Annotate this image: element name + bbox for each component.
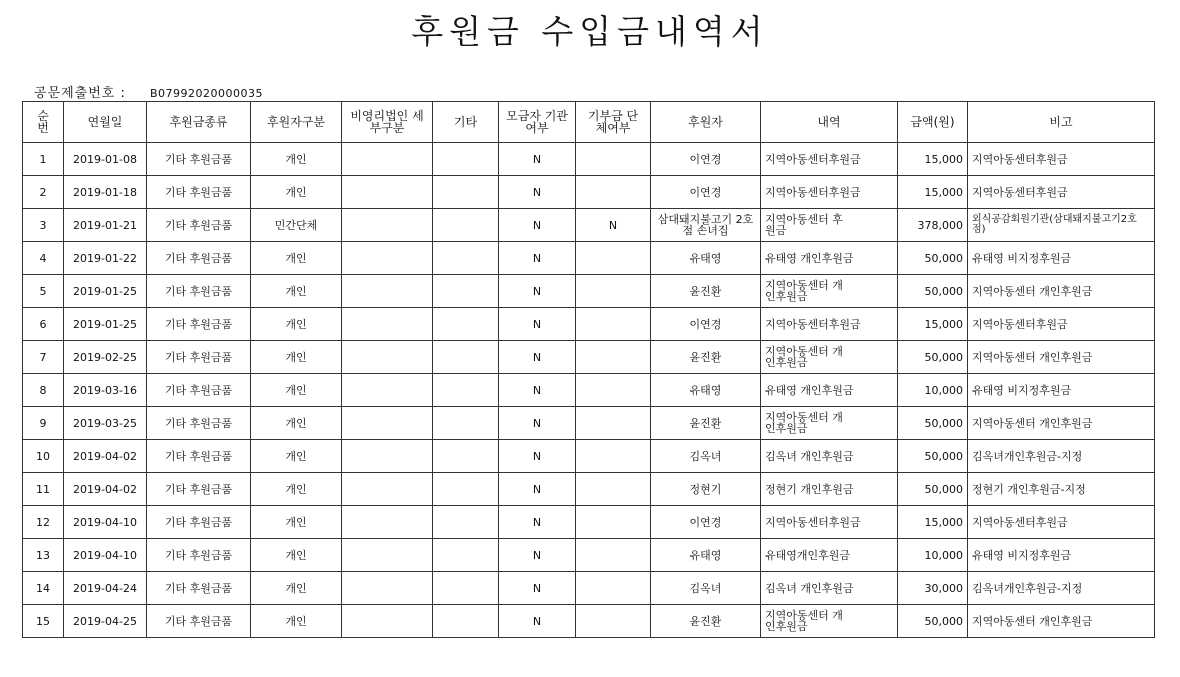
cell-note: 외식공감회원기관(삼대돼지불고기2호점) — [968, 209, 1155, 242]
cell-note: 유태영 비지정후원금 — [968, 374, 1155, 407]
cell-note: 김옥녀개인후원금-지정 — [968, 440, 1155, 473]
cell-other — [433, 242, 499, 275]
cell-donor: 김옥녀 — [651, 440, 761, 473]
cell-donor: 유태영 — [651, 242, 761, 275]
cell-donor-type: 개인 — [251, 143, 342, 176]
cell-detail: 지역아동센터후원금 — [761, 506, 898, 539]
cell-date: 2019-04-25 — [64, 605, 147, 638]
cell-detail: 지역아동센터후원금 — [761, 143, 898, 176]
header-donor: 후원자 — [651, 102, 761, 143]
table-row — [23, 242, 1155, 275]
cell-donor-type: 개인 — [251, 242, 342, 275]
cell-no: 6 — [23, 308, 64, 341]
cell-note: 지역아동센터후원금 — [968, 308, 1155, 341]
cell-fundraiser: N — [499, 275, 576, 308]
cell-amount: 10,000 — [898, 374, 968, 407]
header-kind: 후원금종류 — [147, 102, 251, 143]
cell-nonprofit — [342, 605, 433, 638]
cell-no: 10 — [23, 440, 64, 473]
cell-date: 2019-01-25 — [64, 308, 147, 341]
table-row — [23, 374, 1155, 407]
cell-date: 2019-01-22 — [64, 242, 147, 275]
cell-date: 2019-02-25 — [64, 341, 147, 374]
table-row — [23, 176, 1155, 209]
header-no: 순번 — [23, 102, 64, 143]
table-row — [23, 407, 1155, 440]
cell-fundraiser: N — [499, 374, 576, 407]
cell-nonprofit — [342, 440, 433, 473]
cell-other — [433, 539, 499, 572]
cell-fundraiser: N — [499, 176, 576, 209]
cell-no: 7 — [23, 341, 64, 374]
cell-donor-type: 개인 — [251, 341, 342, 374]
cell-nonprofit — [342, 506, 433, 539]
cell-nonprofit — [342, 374, 433, 407]
cell-date: 2019-04-02 — [64, 473, 147, 506]
table-row — [23, 275, 1155, 308]
cell-note: 유태영 비지정후원금 — [968, 539, 1155, 572]
cell-date: 2019-04-10 — [64, 539, 147, 572]
cell-donor-type: 개인 — [251, 308, 342, 341]
cell-kind: 기타 후원금품 — [147, 440, 251, 473]
header-nonprofit-type: 비영리법인 세부구분 — [342, 102, 433, 143]
cell-no: 1 — [23, 143, 64, 176]
cell-fundraiser: N — [499, 572, 576, 605]
cell-note: 지역아동센터후원금 — [968, 143, 1155, 176]
cell-nonprofit — [342, 308, 433, 341]
header-donor-type: 후원자구분 — [251, 102, 342, 143]
cell-donor-type: 개인 — [251, 176, 342, 209]
cell-amount: 50,000 — [898, 242, 968, 275]
table-row — [23, 143, 1155, 176]
header-donation-org: 기부금 단체여부 — [576, 102, 651, 143]
cell-fundraiser: N — [499, 506, 576, 539]
cell-donation-org — [576, 440, 651, 473]
cell-donor: 이연경 — [651, 143, 761, 176]
cell-kind: 기타 후원금품 — [147, 572, 251, 605]
cell-kind: 기타 후원금품 — [147, 341, 251, 374]
cell-detail: 유태영 개인후원금 — [761, 374, 898, 407]
cell-other — [433, 143, 499, 176]
cell-fundraiser: N — [499, 308, 576, 341]
cell-donor: 이연경 — [651, 308, 761, 341]
cell-donor: 이연경 — [651, 506, 761, 539]
cell-date: 2019-04-10 — [64, 506, 147, 539]
cell-kind: 기타 후원금품 — [147, 506, 251, 539]
cell-fundraiser: N — [499, 539, 576, 572]
cell-kind: 기타 후원금품 — [147, 407, 251, 440]
cell-donation-org — [576, 572, 651, 605]
cell-detail: 지역아동센터 개인후원금 — [761, 275, 898, 308]
cell-nonprofit — [342, 473, 433, 506]
cell-donation-org — [576, 242, 651, 275]
cell-detail: 김옥녀 개인후원금 — [761, 572, 898, 605]
cell-donation-org — [576, 143, 651, 176]
cell-nonprofit — [342, 275, 433, 308]
doc-number-label: 공문제출번호 : — [34, 86, 126, 101]
cell-date: 2019-01-08 — [64, 143, 147, 176]
cell-kind: 기타 후원금품 — [147, 473, 251, 506]
cell-donor: 정현기 — [651, 473, 761, 506]
cell-donor-type: 개인 — [251, 572, 342, 605]
cell-amount: 50,000 — [898, 407, 968, 440]
table-header-row — [23, 102, 1155, 143]
cell-date: 2019-04-02 — [64, 440, 147, 473]
cell-donor-type: 개인 — [251, 605, 342, 638]
cell-amount: 50,000 — [898, 341, 968, 374]
cell-kind: 기타 후원금품 — [147, 605, 251, 638]
cell-no: 9 — [23, 407, 64, 440]
cell-kind: 기타 후원금품 — [147, 209, 251, 242]
cell-donor-type: 개인 — [251, 407, 342, 440]
cell-donor: 윤진환 — [651, 605, 761, 638]
cell-no: 2 — [23, 176, 64, 209]
cell-detail: 지역아동센터 개인후원금 — [761, 407, 898, 440]
cell-other — [433, 506, 499, 539]
cell-fundraiser: N — [499, 407, 576, 440]
cell-donation-org — [576, 506, 651, 539]
table-row — [23, 572, 1155, 605]
cell-detail: 지역아동센터 후원금 — [761, 209, 898, 242]
table-row — [23, 209, 1155, 242]
cell-donation-org: N — [576, 209, 651, 242]
page-title: 후원금 수입금내역서 — [411, 12, 769, 51]
cell-detail: 지역아동센터후원금 — [761, 308, 898, 341]
cell-detail: 정현기 개인후원금 — [761, 473, 898, 506]
cell-other — [433, 176, 499, 209]
header-detail: 내역 — [761, 102, 898, 143]
cell-other — [433, 407, 499, 440]
cell-note: 지역아동센터 개인후원금 — [968, 605, 1155, 638]
cell-detail: 지역아동센터후원금 — [761, 176, 898, 209]
cell-kind: 기타 후원금품 — [147, 143, 251, 176]
cell-note: 지역아동센터후원금 — [968, 176, 1155, 209]
cell-note: 지역아동센터 개인후원금 — [968, 341, 1155, 374]
cell-nonprofit — [342, 539, 433, 572]
cell-donor: 윤진환 — [651, 341, 761, 374]
cell-nonprofit — [342, 407, 433, 440]
header-date: 연월일 — [64, 102, 147, 143]
cell-kind: 기타 후원금품 — [147, 308, 251, 341]
cell-kind: 기타 후원금품 — [147, 539, 251, 572]
cell-other — [433, 605, 499, 638]
header-fundraiser: 모금자 기관여부 — [499, 102, 576, 143]
cell-kind: 기타 후원금품 — [147, 374, 251, 407]
header-amount: 금액(원) — [898, 102, 968, 143]
cell-amount: 378,000 — [898, 209, 968, 242]
cell-donor-type: 개인 — [251, 440, 342, 473]
cell-no: 11 — [23, 473, 64, 506]
cell-other — [433, 572, 499, 605]
cell-amount: 50,000 — [898, 440, 968, 473]
cell-donor-type: 개인 — [251, 374, 342, 407]
cell-donation-org — [576, 275, 651, 308]
cell-other — [433, 473, 499, 506]
cell-note: 지역아동센터후원금 — [968, 506, 1155, 539]
cell-other — [433, 341, 499, 374]
table-row — [23, 341, 1155, 374]
cell-donor: 삼대돼지불고기 2호점 손녀집 — [651, 209, 761, 242]
cell-donation-org — [576, 539, 651, 572]
cell-kind: 기타 후원금품 — [147, 176, 251, 209]
cell-fundraiser: N — [499, 143, 576, 176]
cell-amount: 15,000 — [898, 506, 968, 539]
cell-nonprofit — [342, 209, 433, 242]
cell-donation-org — [576, 176, 651, 209]
cell-fundraiser: N — [499, 209, 576, 242]
cell-no: 13 — [23, 539, 64, 572]
cell-no: 3 — [23, 209, 64, 242]
cell-amount: 50,000 — [898, 275, 968, 308]
table-row — [23, 440, 1155, 473]
cell-no: 4 — [23, 242, 64, 275]
table-row — [23, 308, 1155, 341]
cell-donation-org — [576, 374, 651, 407]
cell-donation-org — [576, 308, 651, 341]
cell-amount: 15,000 — [898, 143, 968, 176]
cell-nonprofit — [342, 143, 433, 176]
header-other: 기타 — [433, 102, 499, 143]
cell-fundraiser: N — [499, 473, 576, 506]
cell-detail: 유태영개인후원금 — [761, 539, 898, 572]
cell-amount: 15,000 — [898, 308, 968, 341]
cell-no: 14 — [23, 572, 64, 605]
doc-number — [34, 82, 263, 101]
cell-date: 2019-01-18 — [64, 176, 147, 209]
cell-note: 정현기 개인후원금-지정 — [968, 473, 1155, 506]
cell-donor-type: 개인 — [251, 473, 342, 506]
cell-amount: 50,000 — [898, 605, 968, 638]
cell-other — [433, 440, 499, 473]
cell-date: 2019-04-24 — [64, 572, 147, 605]
cell-amount: 30,000 — [898, 572, 968, 605]
cell-no: 15 — [23, 605, 64, 638]
cell-donation-org — [576, 407, 651, 440]
cell-no: 5 — [23, 275, 64, 308]
table-row — [23, 473, 1155, 506]
cell-kind: 기타 후원금품 — [147, 242, 251, 275]
cell-date: 2019-03-25 — [64, 407, 147, 440]
cell-date: 2019-03-16 — [64, 374, 147, 407]
cell-nonprofit — [342, 176, 433, 209]
cell-nonprofit — [342, 572, 433, 605]
cell-fundraiser: N — [499, 341, 576, 374]
cell-donation-org — [576, 473, 651, 506]
cell-donor: 윤진환 — [651, 407, 761, 440]
cell-note: 유태영 비지정후원금 — [968, 242, 1155, 275]
cell-nonprofit — [342, 341, 433, 374]
cell-amount: 10,000 — [898, 539, 968, 572]
table-row — [23, 605, 1155, 638]
cell-other — [433, 209, 499, 242]
header-note: 비고 — [968, 102, 1155, 143]
cell-donor: 이연경 — [651, 176, 761, 209]
cell-no: 12 — [23, 506, 64, 539]
cell-date: 2019-01-21 — [64, 209, 147, 242]
cell-other — [433, 275, 499, 308]
cell-detail: 김옥녀 개인후원금 — [761, 440, 898, 473]
cell-detail: 지역아동센터 개인후원금 — [761, 605, 898, 638]
cell-donation-org — [576, 341, 651, 374]
cell-donor-type: 개인 — [251, 275, 342, 308]
cell-donor: 유태영 — [651, 374, 761, 407]
cell-nonprofit — [342, 242, 433, 275]
cell-donor-type: 개인 — [251, 539, 342, 572]
cell-other — [433, 308, 499, 341]
donation-income-table — [22, 101, 1155, 638]
cell-kind: 기타 후원금품 — [147, 275, 251, 308]
cell-donor-type: 개인 — [251, 506, 342, 539]
cell-no: 8 — [23, 374, 64, 407]
cell-other — [433, 374, 499, 407]
cell-donor-type: 민간단체 — [251, 209, 342, 242]
cell-date: 2019-01-25 — [64, 275, 147, 308]
cell-note: 지역아동센터 개인후원금 — [968, 275, 1155, 308]
cell-note: 김옥녀개인후원금-지정 — [968, 572, 1155, 605]
cell-detail: 지역아동센터 개인후원금 — [761, 341, 898, 374]
cell-fundraiser: N — [499, 440, 576, 473]
cell-fundraiser: N — [499, 242, 576, 275]
cell-fundraiser: N — [499, 605, 576, 638]
cell-donation-org — [576, 605, 651, 638]
table-row — [23, 506, 1155, 539]
cell-donor: 윤진환 — [651, 275, 761, 308]
cell-note: 지역아동센터 개인후원금 — [968, 407, 1155, 440]
cell-amount: 15,000 — [898, 176, 968, 209]
doc-number-value: B07992020000035 — [150, 87, 264, 100]
cell-detail: 유태영 개인후원금 — [761, 242, 898, 275]
cell-donor: 유태영 — [651, 539, 761, 572]
cell-amount: 50,000 — [898, 473, 968, 506]
cell-donor: 김옥녀 — [651, 572, 761, 605]
table-row — [23, 539, 1155, 572]
